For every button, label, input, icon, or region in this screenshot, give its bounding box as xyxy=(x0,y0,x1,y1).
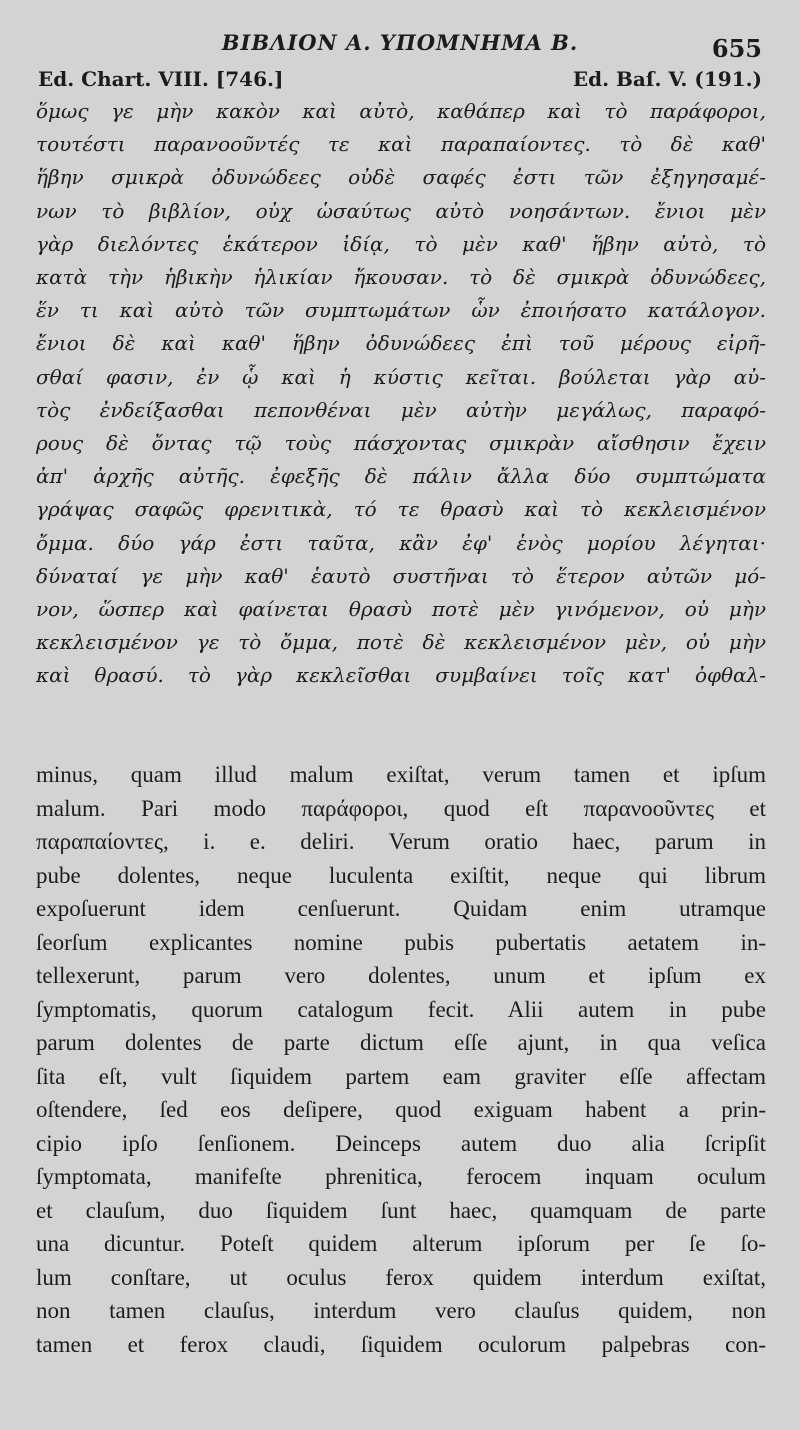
latin-line: non tamen clauſus, interdum vero clauſus quidem, non xyxy=(36,1298,766,1323)
latin-line: tellexerunt, parum vero dolentes, unum et ipſum ex xyxy=(36,963,766,988)
greek-line: σθαί φασιν, ἐν ᾧ καὶ ἡ κύστις κεῖται. βούλεται γὰρ αὐ- xyxy=(36,364,766,389)
latin-line: ſymptomatis, quorum catalogum fecit. Alii autem in pube xyxy=(36,996,766,1022)
latin-line: et clauſum, duo ſiquidem ſunt haec, quamquam de parte xyxy=(36,1197,766,1223)
latin-line: lum conſtare, ut oculus ferox quidem interdum exiſtat, xyxy=(36,1264,766,1290)
latin-line: cipio ipſo ſenſionem. Deinceps autem duo alia ſcripſit xyxy=(36,1130,766,1156)
latin-line: ſita eſt, vult ſiquidem partem eam graviter eſſe affectam xyxy=(36,1063,766,1089)
latin-line: expoſuerunt idem cenſuerunt. Quidam enim utramque xyxy=(36,896,766,921)
latin-line: una dicuntur. Poteſt quidem alterum ipſorum per ſe ſo- xyxy=(36,1231,766,1256)
greek-line: δύναταί γε μὴν καθ' ἑαυτὸ συστῆναι τὸ ἕτερον αὐτῶν μό- xyxy=(36,563,766,588)
greek-line: νων τὸ βιβλίον, οὐχ ὡσαύτως αὐτὸ νοησάντων. ἔνιοι μὲν xyxy=(36,198,766,223)
latin-line: ſeorſum explicantes nomine pubis pubertatis aetatem in- xyxy=(36,929,766,955)
greek-text-block xyxy=(36,95,766,693)
greek-line: ἀπ' ἀρχῆς αὐτῆς. ἐφεξῆς δὲ πάλιν ἄλλα δύο συμπτώματα xyxy=(36,464,766,489)
greek-line: ὅμως γε μὴν κακὸν καὶ αὐτὸ, καθάπερ καὶ τὸ παράφοροι, xyxy=(36,99,766,123)
greek-line: τὸς ἐνδείξασθαι πεπονθέναι μὲν αὐτὴν μεγάλως, παραφό- xyxy=(36,397,766,422)
greek-line: τουτέστι παρανοοῦντές τε καὶ παραπαίοντες. τὸ δὲ καθ' xyxy=(36,132,766,157)
latin-line: tamen et ferox claudi, ſiquidem oculorum palpebras con- xyxy=(36,1331,766,1357)
latin-line: ſymptomata, manifeſte phrenitica, ferocem inquam oculum xyxy=(36,1164,766,1189)
greek-line: ὄμμα. δύο γάρ ἐστι ταῦτα, κἂν ἐφ' ἑνὸς μορίου λέγηται· xyxy=(36,530,766,555)
latin-translation-block xyxy=(36,758,766,1361)
greek-line: ἔνιοι δὲ καὶ καθ' ἥβην ὀδυνώδεες ἐπὶ τοῦ μέρους εἰρῆ- xyxy=(36,331,766,356)
latin-line: minus, quam illud malum exiſtat, verum tamen et ipſum xyxy=(36,762,766,787)
latin-line: oſtendere, ſed eos deſipere, quod exiguam habent a prin- xyxy=(36,1097,766,1122)
greek-line: γράψας σαφῶς φρενιτικὰ, τό τε θρασὺ καὶ τὸ κεκλεισμένον xyxy=(36,497,766,522)
greek-line: κεκλεισμένον γε τὸ ὄμμα, ποτὲ δὲ κεκλεισμένον μὲν, οὐ μὴν xyxy=(36,630,766,655)
edition-reference-line xyxy=(38,67,762,95)
latin-line: malum. Pari modo παράφοροι, quod eſt παρανοοῦντες et xyxy=(36,795,766,821)
greek-line: καὶ θρασύ. τὸ γὰρ κεκλεῖσθαι συμβαίνει τοῖς κατ' ὀφθαλ- xyxy=(36,663,766,688)
latin-line: parum dolentes de parte dictum eſſe ajunt, in qua veſica xyxy=(36,1030,766,1055)
page-number: 655 xyxy=(711,34,762,63)
edition-reference-chartier: Ed. Chart. VIII. [746.] xyxy=(38,67,284,91)
greek-line: ἥβην σμικρὰ ὀδυνώδεες οὐδὲ σαφές ἐστι τῶν ἐξηγησαμέ- xyxy=(36,165,766,190)
greek-line: ἕν τι καὶ αὐτὸ τῶν συμπτωμάτων ὧν ἐποιήσατο κατάλογον. xyxy=(36,298,766,323)
running-title: ΒΙΒΛΙΟΝ Α. ΥΠΟΜΝΗΜΑ Β. xyxy=(221,30,579,55)
greek-line: κατὰ τὴν ἡβικὴν ἡλικίαν ἤκουσαν. τὸ δὲ σμικρὰ ὀδυνώδεες, xyxy=(36,265,766,290)
greek-line: νον, ὥσπερ καὶ φαίνεται θρασὺ ποτὲ μὲν γινόμενον, οὐ μὴν xyxy=(36,597,766,622)
latin-line: pube dolentes, neque luculenta exiſtit, neque qui librum xyxy=(36,862,766,888)
greek-line: ρους δὲ ὄντας τῷ τοὺς πάσχοντας σμικρὰν αἴσθησιν ἔχειν xyxy=(36,431,766,456)
latin-line: παραπαίοντες, i. e. deliri. Verum oratio haec, parum in xyxy=(36,829,766,854)
edition-reference-basel: Ed. Baſ. V. (191.) xyxy=(572,67,762,91)
greek-line: γὰρ διελόντες ἑκάτερον ἰδίᾳ, τὸ μὲν καθ' ἥβην αὐτὸ, τὸ xyxy=(36,231,766,256)
